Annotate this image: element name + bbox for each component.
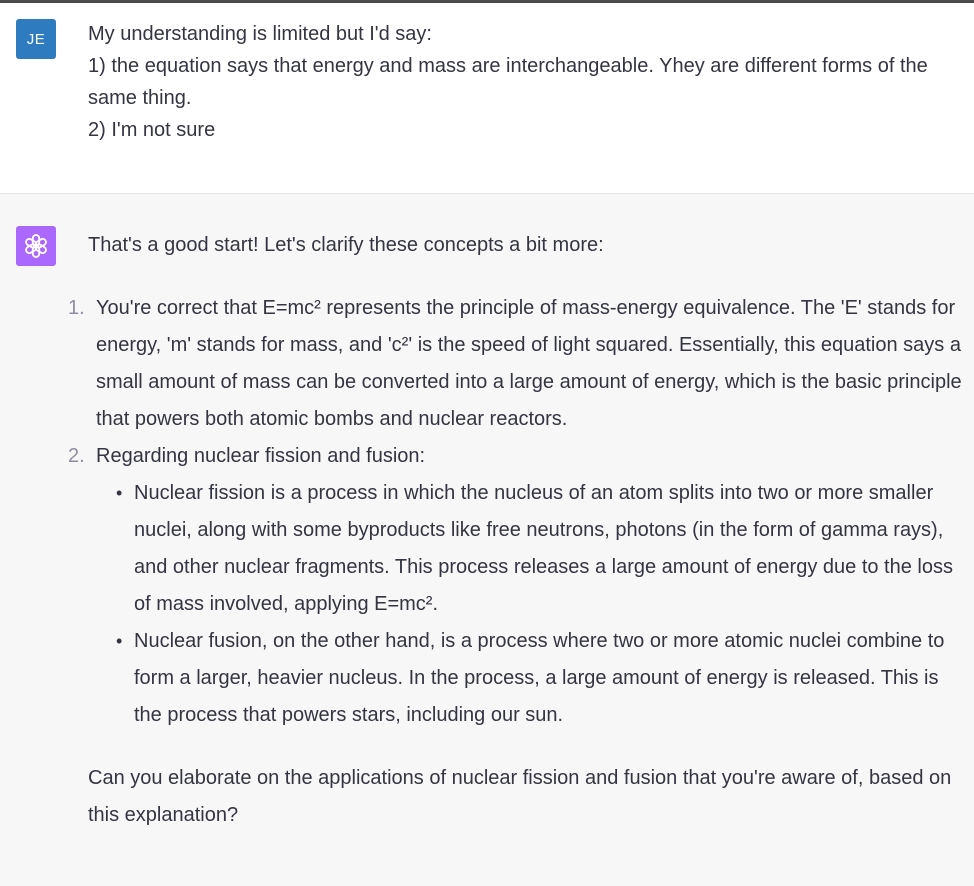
assistant-message	[0, 194, 974, 886]
list-number: 2.	[68, 445, 85, 467]
bullet-item	[96, 475, 963, 623]
assistant-message-text	[68, 227, 963, 834]
bullet-dot-icon: •	[116, 483, 123, 503]
assistant-intro: That's a good start! Let's clarify these concepts a bit more:	[88, 234, 604, 256]
assistant-outro: Can you elaborate on the applications of nuclear fission and fusion that you're aware of, based on this explanation?	[88, 767, 952, 826]
list-number: 1.	[68, 297, 85, 319]
bullet-dot-icon: •	[116, 631, 123, 651]
list-item	[68, 438, 963, 734]
user-line: My understanding is limited but I'd say:	[88, 23, 432, 45]
bullet-text: Nuclear fusion, on the other hand, is a process where two or more atomic nuclei combine to form a larger, heavier nucleus. In the process, a large amount of energy is released. This is the process that powers stars, including our sun.	[134, 630, 945, 726]
numbered-list	[68, 290, 963, 734]
list-item-text: Regarding nuclear fission and fusion:	[96, 445, 426, 467]
openai-logo-icon	[22, 232, 50, 260]
list-item	[68, 290, 963, 438]
list-item-text: You're correct that E=mc² represents the principle of mass-energy equivalence. The 'E' stands for energy, 'm' stands for mass, and 'c²' is the speed of light squared. Essentially, this equation says a small amount of mass can be converted into a large amount of energy, which is the basic principle that powers both atomic bombs and nuclear reactors.	[96, 297, 962, 430]
user-message-text	[88, 18, 958, 146]
user-line: 1) the equation says that energy and mass are interchangeable. Yhey are different forms of the same thing.	[88, 55, 928, 109]
bullet-item	[96, 623, 963, 734]
assistant-avatar	[16, 226, 56, 266]
user-line: 2) I'm not sure	[88, 119, 216, 141]
user-message	[0, 3, 974, 194]
user-avatar	[16, 19, 56, 59]
user-avatar-initials: JE	[26, 30, 46, 48]
bullet-text: Nuclear fission is a process in which the nucleus of an atom splits into two or more smaller nuclei, along with some byproducts like free neutrons, photons (in the form of gamma rays), and other nuclear fragments. This process releases a large amount of energy due to the loss of mass involved, applying E=mc².	[134, 482, 953, 615]
bullet-list	[96, 475, 963, 734]
